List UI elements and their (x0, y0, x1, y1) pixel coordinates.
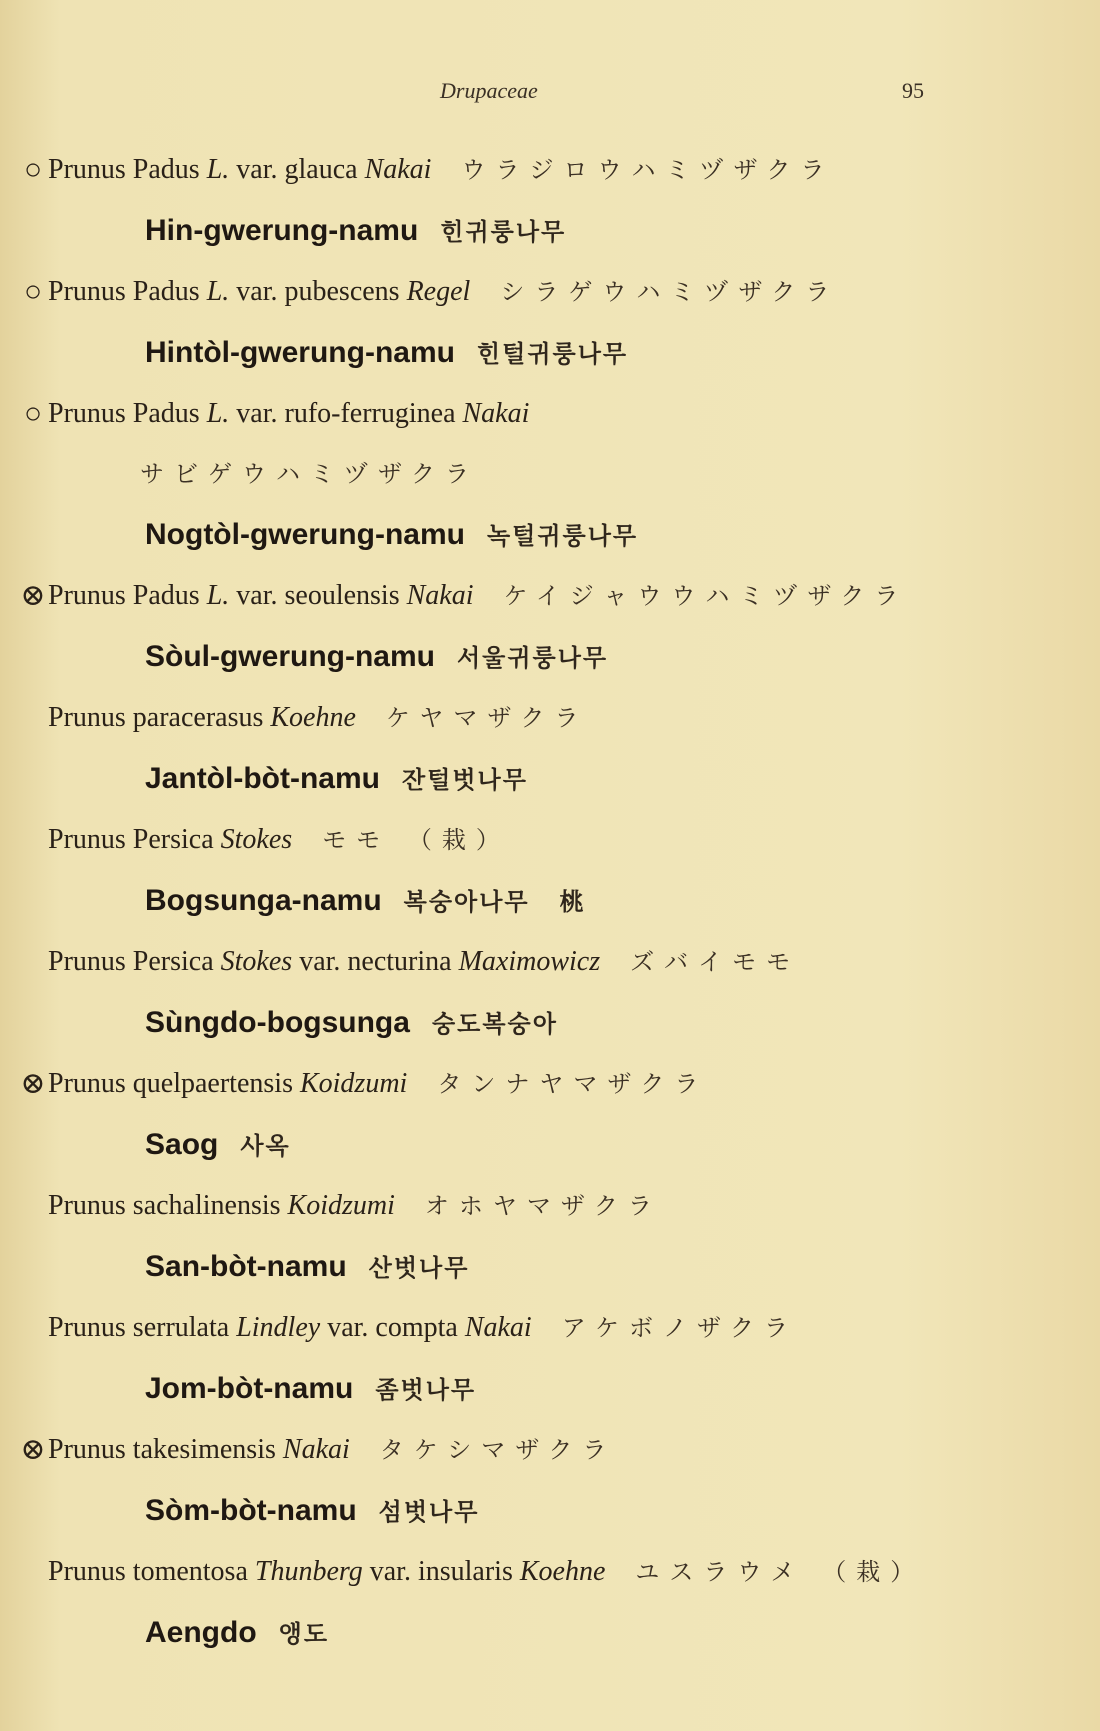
korean-romanized-name (145, 992, 558, 1055)
entry (0, 810, 1100, 932)
author: Lindley (236, 1312, 321, 1343)
hangul-name: 녹털귀룽나무 (486, 522, 639, 550)
hangul-name: 복숭아나무 (403, 888, 530, 916)
korean-name-line (0, 626, 1100, 688)
genus-species: Prunus paracerasus (48, 702, 264, 733)
author: Koidzumi (299, 1068, 408, 1099)
scientific-name-line (0, 1298, 1100, 1358)
variety-author: Nakai (464, 1312, 532, 1343)
scientific-name (48, 1542, 924, 1602)
scientific-name (48, 1176, 662, 1236)
korean-name-line (0, 1358, 1100, 1420)
korean-romanized-name (145, 1480, 479, 1543)
entry (0, 384, 1100, 566)
variety-author: Regel (406, 276, 471, 307)
entry-list (0, 140, 1100, 1664)
scientific-name-line (0, 262, 1100, 322)
korean-name-line (0, 1602, 1100, 1664)
korean-name-line (0, 504, 1100, 566)
korean-romanized-name (145, 1114, 291, 1177)
author: Stokes (220, 946, 293, 977)
scientific-name (48, 1420, 616, 1480)
variety: var. pubescens (229, 276, 407, 307)
hangul-name: 사옥 (240, 1132, 291, 1160)
hangul-name: 산벗나무 (368, 1254, 470, 1282)
korean-name-line (0, 1114, 1100, 1176)
japanese-name: ウラジロウハミヅザクラ (461, 156, 835, 184)
korean-name-line (0, 1480, 1100, 1542)
hangul-name: 숭도복숭아 (431, 1010, 558, 1038)
entry (0, 140, 1100, 262)
korean-romanized-name (145, 1602, 329, 1665)
scientific-name (48, 810, 510, 870)
genus-species: Prunus sachalinensis (48, 1190, 281, 1221)
genus-species: Prunus serrulata (48, 1312, 230, 1343)
korean-romanized-name (145, 322, 628, 385)
author: L. (206, 580, 230, 611)
romanized-text: Jantòl-bòt-namu (145, 762, 380, 795)
chinese-name: 桃 (559, 888, 584, 916)
genus-species: Prunus Padus (48, 154, 200, 185)
entry (0, 1542, 1100, 1664)
author: Stokes (220, 824, 293, 855)
variety: var. insularis (362, 1556, 520, 1587)
status-marker: ⊗ (20, 1067, 46, 1100)
romanized-text: Bogsunga-namu (145, 884, 382, 917)
japanese-name: サビゲウハミヅザクラ (140, 460, 480, 488)
entry (0, 932, 1100, 1054)
variety-author: Nakai (462, 398, 530, 429)
scientific-name-line (0, 688, 1100, 748)
variety-author: Koehne (519, 1556, 606, 1587)
japanese-name: タケシマザクラ (379, 1436, 617, 1464)
romanized-text: Nogtòl-gwerung-namu (145, 518, 465, 551)
japanese-name-line (0, 444, 1100, 504)
romanized-text: Sòm-bòt-namu (145, 1494, 357, 1527)
entry (0, 1420, 1100, 1542)
korean-romanized-name (145, 200, 566, 263)
japanese-name: ケヤマザクラ (385, 704, 589, 732)
korean-romanized-name (145, 748, 528, 811)
variety: var. rufo-ferruginea (229, 398, 463, 429)
variety-author: Nakai (406, 580, 474, 611)
genus-species: Prunus tomentosa (48, 1556, 248, 1587)
romanized-text: Sùngdo-bogsunga (145, 1006, 410, 1039)
scientific-name (48, 384, 529, 444)
page-header (0, 72, 1100, 112)
scientific-name-line (0, 140, 1100, 200)
japanese-name: オホヤマザクラ (424, 1192, 662, 1220)
author: Thunberg (254, 1556, 363, 1587)
scientific-name-line (0, 384, 1100, 444)
romanized-text: Sòul-gwerung-namu (145, 640, 435, 673)
scientific-name-line (0, 1542, 1100, 1602)
author: Nakai (282, 1434, 350, 1465)
variety: var. seoulensis (229, 580, 407, 611)
entry (0, 262, 1100, 384)
romanized-text: Hin-gwerung-namu (145, 214, 419, 247)
japanese-name: モモ （栽） (322, 826, 510, 854)
scientific-name (48, 932, 800, 992)
romanized-text: Jom-bòt-namu (145, 1372, 354, 1405)
genus-species: Prunus takesimensis (48, 1434, 276, 1465)
korean-romanized-name (145, 1236, 469, 1299)
hangul-name: 서울귀룽나무 (456, 644, 609, 672)
variety-author: Maximowicz (458, 946, 601, 977)
status-marker: ○ (23, 275, 43, 308)
korean-name-line (0, 1236, 1100, 1298)
scientific-name (48, 262, 839, 322)
status-marker: ⊗ (20, 579, 46, 612)
korean-romanized-name (145, 504, 638, 567)
entry (0, 1298, 1100, 1420)
variety: var. glauca (229, 154, 365, 185)
romanized-text: Saog (145, 1128, 219, 1161)
japanese-name: アケボノザクラ (561, 1314, 799, 1342)
scientific-name-line (0, 1054, 1100, 1114)
status-marker: ○ (23, 153, 43, 186)
romanized-text: Hintòl-gwerung-namu (145, 336, 455, 369)
hangul-name: 좀벗나무 (375, 1376, 477, 1404)
korean-name-line (0, 992, 1100, 1054)
variety-author: Nakai (364, 154, 432, 185)
korean-romanized-name (145, 626, 608, 689)
scientific-name-line (0, 932, 1100, 992)
scientific-name (48, 566, 908, 626)
japanese-name: ユスラウメ （栽） (635, 1558, 925, 1586)
scientific-name-line (0, 1176, 1100, 1236)
genus-species: Prunus Persica (48, 824, 214, 855)
scientific-name (48, 1054, 708, 1114)
running-title: Drupaceae (440, 78, 538, 103)
author: Koidzumi (287, 1190, 395, 1221)
hangul-name: 섬벗나무 (378, 1498, 480, 1526)
scientific-name (48, 688, 588, 748)
author: L. (206, 276, 230, 307)
genus-species: Prunus Padus (48, 580, 200, 611)
status-marker: ⊗ (20, 1433, 46, 1466)
korean-name-line (0, 748, 1100, 810)
korean-name-line (0, 322, 1100, 384)
korean-name-line (0, 200, 1100, 262)
author: Koehne (270, 702, 356, 733)
japanese-name: ズバイモモ (630, 948, 801, 976)
korean-romanized-name (145, 1358, 476, 1421)
author: L. (206, 398, 230, 429)
genus-species: Prunus Padus (48, 398, 200, 429)
hangul-name: 앵도 (278, 1620, 330, 1648)
scientific-name-line (0, 810, 1100, 870)
entry (0, 1176, 1100, 1298)
korean-name-line (0, 870, 1100, 932)
japanese-name: シラゲウハミヅザクラ (500, 278, 840, 306)
entry (0, 566, 1100, 688)
scientific-name-line (0, 566, 1100, 626)
variety: var. necturina (292, 946, 459, 977)
scientific-name (48, 1298, 798, 1358)
japanese-name: ケイジャウウハミヅザクラ (503, 582, 909, 610)
scientific-name-line (0, 1420, 1100, 1480)
japanese-name: タンナヤマザクラ (437, 1070, 709, 1098)
author: L. (206, 154, 230, 185)
entry (0, 1054, 1100, 1176)
romanized-text: Aengdo (145, 1616, 257, 1649)
status-marker: ○ (23, 397, 43, 430)
hangul-name: 잔털벗나무 (401, 766, 528, 794)
genus-species: Prunus Persica (48, 946, 214, 977)
scientific-name (48, 140, 835, 200)
hangul-name: 힌털귀룽나무 (476, 340, 629, 368)
genus-species: Prunus Padus (48, 276, 200, 307)
hangul-name: 힌귀룽나무 (440, 218, 567, 246)
variety: var. compta (320, 1312, 465, 1343)
romanized-text: San-bòt-namu (145, 1250, 347, 1283)
genus-species: Prunus quelpaertensis (48, 1068, 293, 1099)
korean-romanized-name (145, 870, 584, 933)
entry (0, 688, 1100, 810)
page-number: 95 (902, 78, 924, 103)
